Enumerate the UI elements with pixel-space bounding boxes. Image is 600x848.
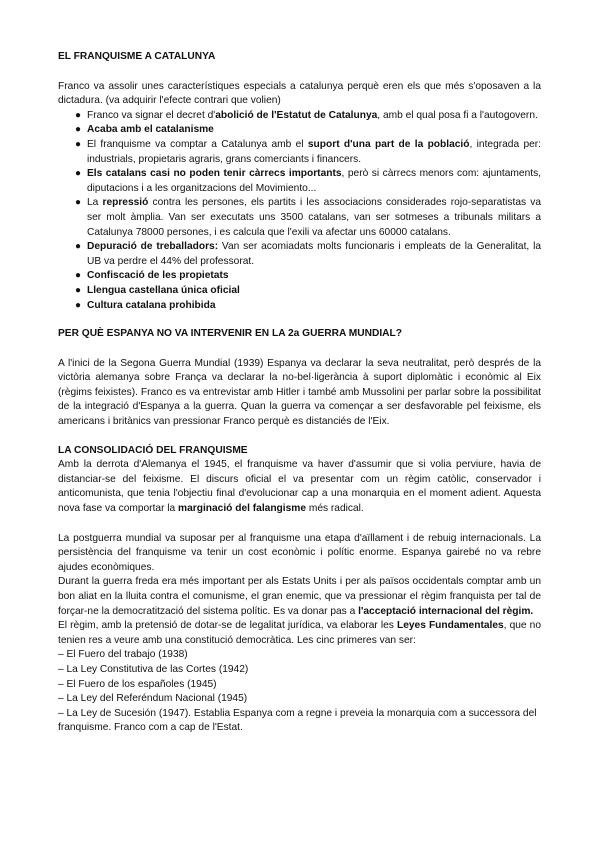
bullet-bold-text: Cultura catalana prohibida — [87, 299, 216, 311]
bullet-bold-text: Acaba amb el catalanisme — [87, 124, 214, 136]
bullet-bold-text: Depuració de treballadors: — [87, 241, 219, 253]
law-item: – El Fuero de los españoles (1945) — [58, 678, 217, 690]
bullet-bold-text: Llengua castellana única oficial — [87, 284, 240, 296]
consolidation-paragraph-4 — [58, 619, 541, 648]
consolidation-paragraph-2: La postguerra mundial va suposar per al franquisme una etapa d'aïllament i de rebuig internacionals. La persistència del franquisme va tenir un cost econòmic i polític enorme. Espanya gairebé no va rebre ajudes econòmiques. — [58, 532, 541, 573]
bullet-text: , amb el qual posa fi a l'autogovern. — [377, 109, 538, 121]
bullet-item — [58, 299, 541, 314]
bullet-item — [58, 269, 541, 284]
bold-text: marginació del falangisme — [178, 503, 306, 515]
bullet-dot-icon: ● — [75, 197, 82, 209]
bullet-text: Van ser acomiadats molts funcionaris i empleats de la Generalitat, la UB va perdre el 44% del professorat. — [87, 241, 541, 267]
bullet-dot-icon: ● — [75, 241, 82, 253]
law-item: – La Ley Constitutiva de las Cortes (1942) — [58, 663, 249, 675]
section-title-consolidacio: LA CONSOLIDACIÓ DEL FRANQUISME — [58, 444, 248, 456]
section-title-franquisme-catalunya: EL FRANQUISME A CATALUNYA — [58, 51, 216, 62]
bullet-dot-icon: ● — [75, 299, 82, 311]
consolidation-paragraph-3 — [58, 575, 541, 619]
laws-list — [58, 648, 541, 736]
bullet-bold-text: Els catalans casi no poden tenir càrrecs importants — [87, 168, 342, 180]
bullet-item — [58, 284, 541, 299]
bullet-bold-text: Confiscació de les propietats — [87, 270, 229, 282]
bullet-bold-text: abolició de l'Estatut de Catalunya — [215, 109, 378, 121]
bullet-dot-icon: ● — [75, 168, 82, 180]
bullet-list — [58, 109, 541, 313]
ww2-paragraph: A l'inici de la Segona Guerra Mundial (1939) Espanya va declarar la seva neutralitat, però després de la victòria alemanya sobre França va declarar la no-bel·ligerància à suport diplomàtic i econòmic al Eix (règims feixistes). Franco es va entrevistar amb Hitler i també amb Mussolini per parlar sobre la possibilitat de la integració d'Espanya a la guerra. Quan la guerra va començar a ser desfavorable pel feixisme, els americans i britànics van pressionar Franco perquè es distanciés de l'Eix. — [58, 357, 541, 428]
consolidation-paragraph-1 — [58, 458, 541, 516]
bullet-text: contra les persones, els partits i les associacions considerades rojo-separatistas va ser molt àmplia. Van ser executats uns 3500 catalans, van ser sotmeses a tribunals militars a Catalunya 78000 persones, i es calcula que l'exili va afectar uns 60000 catalans. — [87, 197, 541, 238]
bullet-bold-text: repressió — [102, 197, 149, 209]
bullet-item — [58, 123, 541, 138]
bold-text: l'acceptació internacional del règim. — [358, 605, 534, 617]
law-item: – La Ley de Sucesión (1947). Establia Espanya com a regne i preveia la monarquia com a successora del franquisme. Franco com a cap de l'Estat. — [58, 707, 537, 734]
bullet-item — [58, 138, 541, 167]
bullet-dot-icon: ● — [75, 109, 82, 121]
bullet-text: , integrada per: industrials, propietaris agraris, grans comerciants i financers. — [87, 138, 541, 165]
document-content — [58, 50, 541, 736]
intro-paragraph: Franco va assolir unes característiques especials a catalunya perquè eren els que més s'oposaven a la dictadura. (va adquirir l'efecte contrari que volien) — [58, 80, 541, 107]
bullet-item — [58, 240, 541, 269]
bullet-dot-icon: ● — [75, 270, 82, 282]
bullet-dot-icon: ● — [75, 138, 82, 150]
bullet-item — [58, 167, 541, 196]
bold-text: Leyes Fundamentales — [396, 620, 504, 632]
text-run: Durant la guerra freda era més important per als Estats Units i per als països occidentals comptar amb un bon aliat en la lluita contra el comunisme, el gran enemic, que va pressionar el règim franquista per tal de forçar-ne la democratització del sistema polític. Es va donar pas a — [58, 576, 541, 617]
section-title-segona-guerra: PER QUÈ ESPANYA NO VA INTERVENIR EN LA 2a GUERRA MUNDIAL? — [58, 328, 402, 340]
text-run: , que no tenien res a veure amb una constitució democràtica. Les cinc primeres van ser: — [58, 620, 541, 646]
text-run: Amb la derrota d'Alemanya el 1945, el franquisme va haver d'assumir que si volia perviure, havia de distanciar-se del feixisme. El discurs oficial el va presentar com un règim catòlic, conservador i anticomunista, que tenia l'objectiu final d'evolucionar cap a una monarquia en el moment adient. Aquesta nova fase va comportar la — [58, 459, 541, 515]
bullet-dot-icon: ● — [75, 284, 82, 296]
bullet-bold-text: suport d'una part de la població — [307, 138, 470, 150]
text-run: El règim, amb la pretensió de dotar-se de legalitat jurídica, va elaborar les — [58, 620, 397, 632]
bullet-item — [58, 196, 541, 240]
law-item: – El Fuero del trabajo (1938) — [58, 649, 188, 661]
text-run: més radical. — [306, 503, 364, 515]
bullet-text: El franquisme va comptar a Catalunya amb el — [87, 138, 308, 150]
bullet-item — [58, 109, 541, 124]
bullet-dot-icon: ● — [75, 124, 82, 136]
bullet-text: Franco va signar el decret d' — [87, 109, 216, 121]
bullet-text: , però si càrrecs menors com: ajuntaments, diputacions i a les organitzacions del Movimiento... — [87, 168, 541, 194]
law-item: – La Ley del Referéndum Nacional (1945) — [58, 693, 248, 705]
bullet-text: La — [87, 197, 103, 209]
